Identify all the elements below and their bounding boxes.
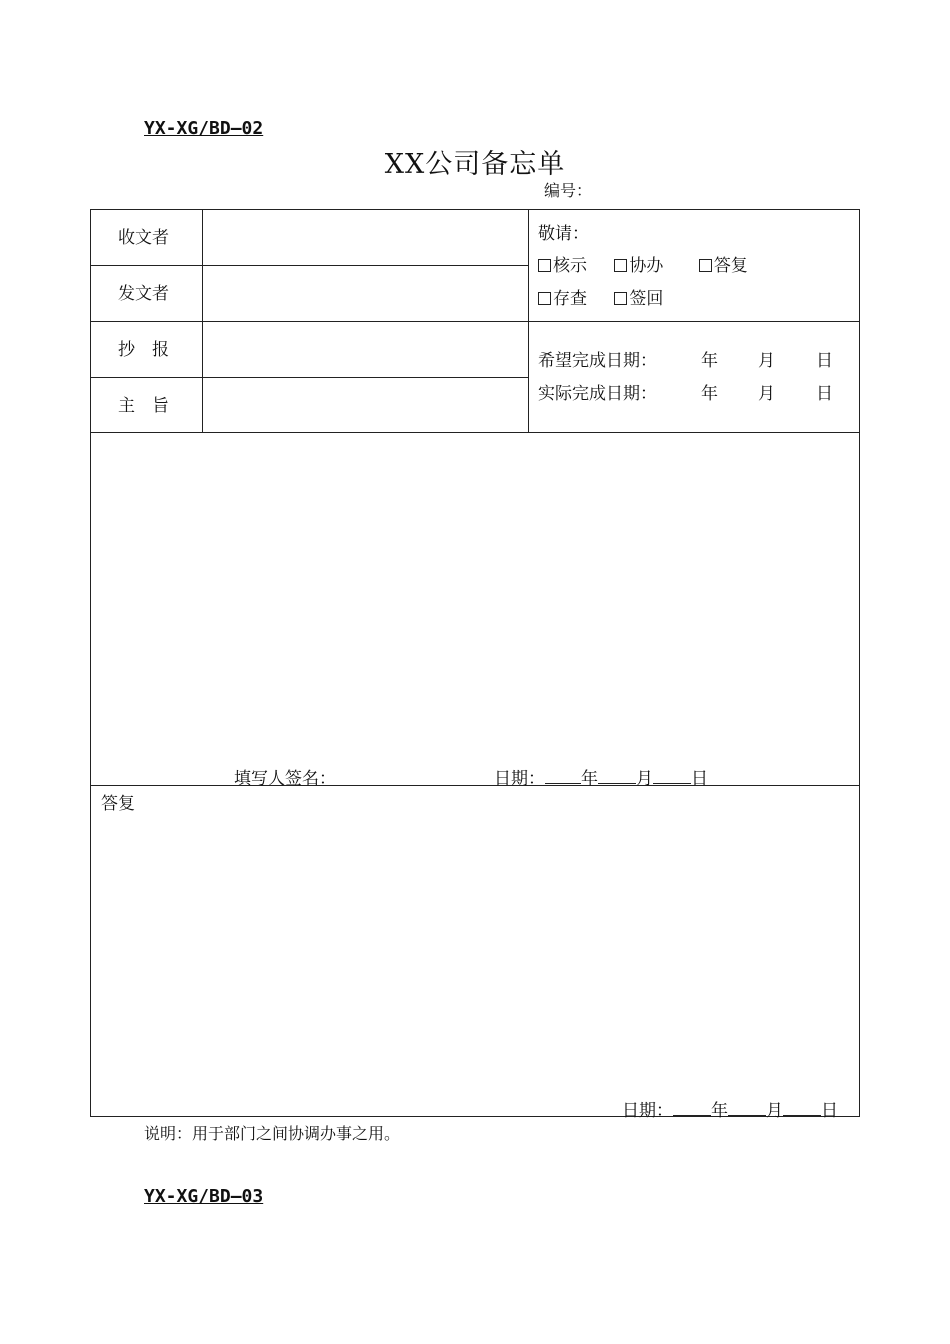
reply-body-area[interactable] bbox=[96, 815, 854, 1085]
serial-number-label: 编号： bbox=[544, 181, 593, 200]
recipient-field[interactable] bbox=[212, 223, 518, 247]
option-file[interactable]: 存查 bbox=[538, 289, 587, 309]
reply-label: 答复 bbox=[101, 794, 135, 814]
checkbox-icon bbox=[614, 259, 627, 272]
body-date bbox=[494, 764, 708, 789]
body-month-blank[interactable] bbox=[598, 767, 636, 784]
body-date-label: 日期： bbox=[494, 769, 545, 789]
usage-note: 说明：用于部门之间协调办事之用。 bbox=[144, 1124, 401, 1143]
sender-field[interactable] bbox=[212, 279, 518, 303]
body-month-label: 月 bbox=[636, 769, 653, 789]
option-assist[interactable]: 协办 bbox=[614, 256, 663, 276]
reply-day-label: 日 bbox=[821, 1101, 838, 1121]
reply-divider bbox=[90, 785, 860, 786]
option-sign-return[interactable]: 签回 bbox=[614, 289, 663, 309]
form-code: YX-XG/BD—02 bbox=[144, 118, 264, 139]
cc-label: 抄 报 bbox=[118, 340, 169, 360]
reply-month-label: 月 bbox=[766, 1101, 783, 1121]
reply-day-blank[interactable] bbox=[783, 1099, 821, 1116]
expected-day-label: 日 bbox=[816, 351, 833, 371]
request-label: 敬请： bbox=[538, 224, 589, 244]
checkbox-icon bbox=[699, 259, 712, 272]
request-options-row-1 bbox=[538, 251, 770, 276]
checkbox-icon bbox=[614, 292, 627, 305]
option-approve[interactable]: 核示 bbox=[538, 256, 587, 276]
reply-month-blank[interactable] bbox=[728, 1099, 766, 1116]
actual-month-label: 月 bbox=[758, 384, 775, 404]
row-divider bbox=[90, 377, 528, 378]
body-year-label: 年 bbox=[581, 769, 598, 789]
cc-field[interactable] bbox=[212, 335, 518, 359]
actual-year-label: 年 bbox=[701, 384, 718, 404]
row-divider bbox=[90, 321, 860, 322]
actual-date-label: 实际完成日期： bbox=[538, 384, 657, 404]
row-divider bbox=[90, 265, 528, 266]
reply-date-label: 日期： bbox=[622, 1101, 673, 1121]
header-bottom-divider bbox=[90, 432, 860, 433]
memo-body-area[interactable] bbox=[96, 440, 854, 750]
body-day-label: 日 bbox=[691, 769, 708, 789]
option-reply[interactable]: 答复 bbox=[699, 256, 748, 276]
actual-day-label: 日 bbox=[816, 384, 833, 404]
page-title: XX公司备忘单 bbox=[384, 149, 566, 180]
signer-label: 填写人签名： bbox=[234, 769, 336, 789]
expected-month-label: 月 bbox=[758, 351, 775, 371]
sender-label: 发文者 bbox=[118, 284, 169, 304]
body-year-blank[interactable] bbox=[545, 767, 581, 784]
checkbox-icon bbox=[538, 259, 551, 272]
expected-date-label: 希望完成日期： bbox=[538, 351, 657, 371]
subject-label: 主 旨 bbox=[118, 396, 169, 416]
body-day-blank[interactable] bbox=[653, 767, 691, 784]
request-options-row-2 bbox=[538, 284, 685, 309]
reply-year-label: 年 bbox=[711, 1101, 728, 1121]
checkbox-icon bbox=[538, 292, 551, 305]
next-form-code: YX-XG/BD—03 bbox=[144, 1186, 264, 1207]
reply-date bbox=[622, 1096, 838, 1121]
reply-year-blank[interactable] bbox=[673, 1099, 711, 1116]
subject-field[interactable] bbox=[212, 391, 518, 415]
expected-year-label: 年 bbox=[701, 351, 718, 371]
recipient-label: 收文者 bbox=[118, 228, 169, 248]
